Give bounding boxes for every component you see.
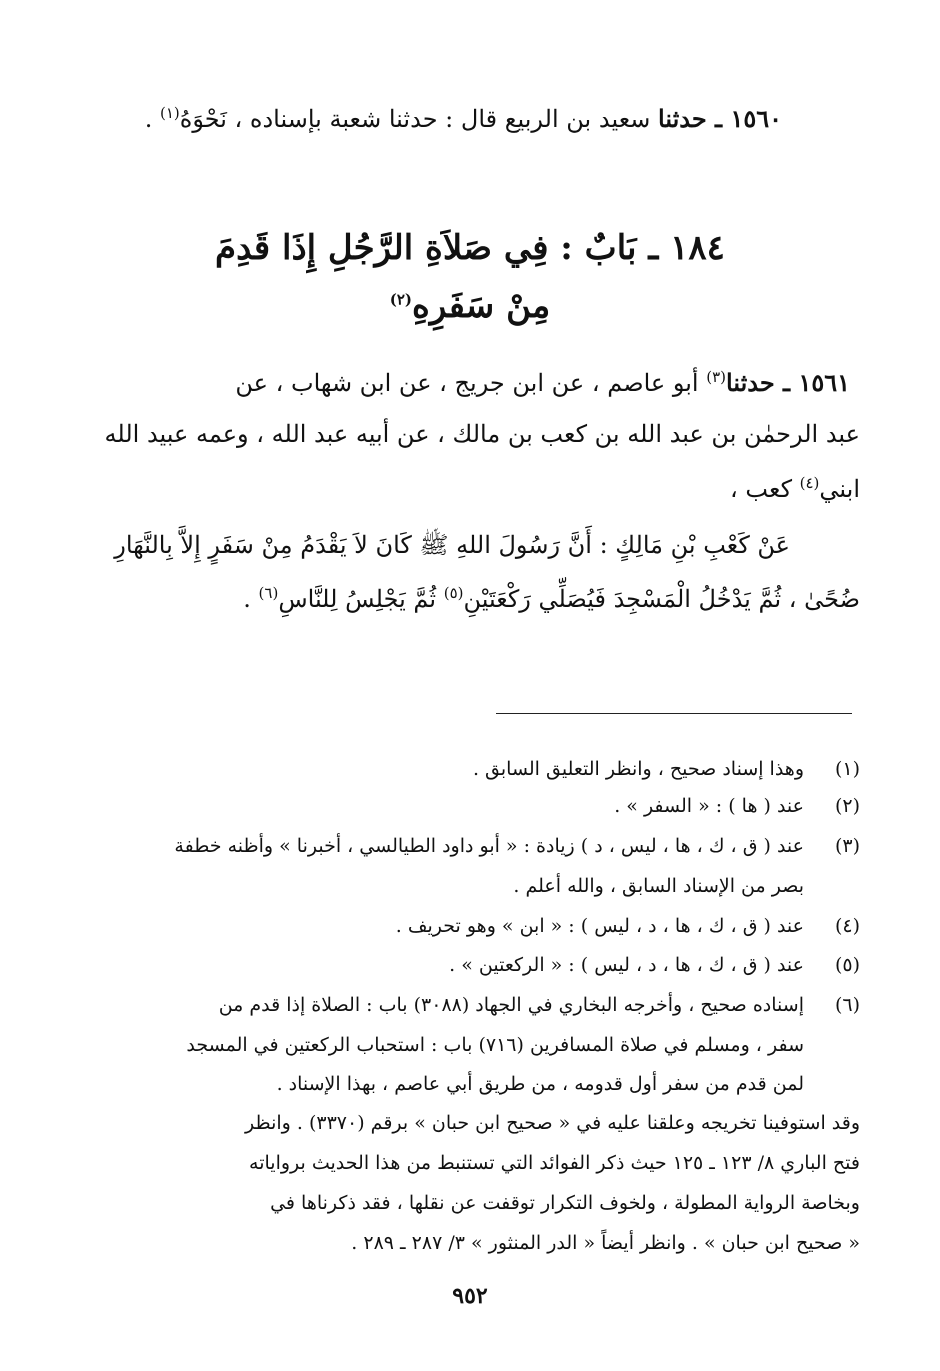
footnote-4 <box>80 909 860 943</box>
chapter-title-line2 <box>80 286 860 326</box>
matn-text: ثُمَّ يَجْلِسُ لِلنَّاسِ <box>278 585 444 613</box>
footnote-2 <box>80 789 860 823</box>
page-number: ٩٥٢ <box>452 1283 488 1309</box>
hadith-text: سعيد بن الربيع قال : حدثنا شعبة بإسناده ، نَحْوَهُ <box>179 105 659 133</box>
hadith-end: . <box>144 105 160 133</box>
hadith-text: ابني <box>819 475 860 503</box>
footnote-ref: (٦) <box>258 584 279 602</box>
footnote-separator <box>496 713 852 714</box>
footnote-number: (٢) <box>834 795 860 817</box>
matn-line1: عَنْ كَعْبِ بْنِ مَالِكٍ : أَنَّ رَسُولَ اللهِ ﷺ كَانَ لاَ يَقْدَمُ مِنْ سَفَرٍ إِلاَّ بِالنَّهَارِ <box>114 531 790 559</box>
footnote-6-line7: « صحيح ابن حبان » . وانظر أيضاً « الدر المنثور » ٣/ ٢٨٧ ـ ٢٨٩ . <box>351 1232 860 1254</box>
footnote-ref: (٤) <box>799 474 820 492</box>
footnote-number: (١) <box>834 758 860 780</box>
footnote-number: (٣) <box>834 835 860 857</box>
footnote-text: عند ( ق ، ك ، ها ، د ، ليس ) : « الركعتين » . <box>449 954 804 976</box>
footnote-5 <box>80 948 860 982</box>
hadith-1561-line2: عبد الرحمٰن بن عبد الله بن كعب بن مالك ، عن أبيه عبد الله ، وعمه عبيد الله <box>104 420 860 448</box>
footnote-6-line6: وبخاصة الرواية المطولة ، ولخوف التكرار توقفت عن نقلها ، فقد ذكرناها في <box>270 1192 860 1214</box>
footnote-text: عند ( ق ، ك ، ها ، د ، ليس ) : « ابن » وهو تحريف . <box>395 915 804 937</box>
footnote-6-line2: سفر ، ومسلم في صلاة المسافرين (٧١٦) باب : استحباب الركعتين في المسجد <box>186 1034 804 1056</box>
chapter-title-text: مِنْ سَفَرِهِ <box>412 286 551 326</box>
footnote-6-line4: وقد استوفينا تخريجه وعلقنا عليه في « صحيح ابن حبان » برقم (٣٣٧٠) . وانظر <box>245 1112 860 1134</box>
footnote-3-line2: بصر من الإسناد السابق ، والله أعلم . <box>513 875 804 897</box>
footnote-number: (٤) <box>834 915 860 937</box>
hadith-1561-line3 <box>80 470 860 508</box>
footnote-number: (٥) <box>834 954 860 976</box>
footnote-ref: (٢) <box>389 290 413 309</box>
footnote-text: عند ( ق ، ك ، ها ، ليس ، د ) زيادة : « أبو داود الطيالسي ، أخبرنا » وأظنه خطفة <box>174 835 804 857</box>
hadith-text: كعب ، <box>730 475 800 503</box>
hadith-number: ١٥٦١ ـ حدثنا <box>726 368 850 397</box>
footnote-3 <box>80 829 860 863</box>
footnote-6-line3: لمن قدم من سفر أول قدومه ، من طريق أبي عاصم ، بهذا الإسناد . <box>276 1073 804 1095</box>
footnote-text: إسناده صحيح ، وأخرجه البخاري في الجهاد (٣٠٨٨) باب : الصلاة إذا قدم من <box>218 994 804 1016</box>
hadith-text: أبو عاصم ، عن ابن جريج ، عن ابن شهاب ، عن <box>235 369 707 397</box>
matn-end: . <box>243 585 259 613</box>
hadith-1560 <box>80 100 782 138</box>
footnote-6 <box>80 988 860 1022</box>
footnote-1 <box>80 752 860 786</box>
footnote-text: وهذا إسناد صحيح ، وانظر التعليق السابق . <box>472 758 804 780</box>
footnote-text: عند ( ها ) : « السفر » . <box>614 795 804 817</box>
matn-text: ضُحًىٰ ، ثُمَّ يَدْخُلُ الْمَسْجِدَ فَيُصَلِّي رَكْعَتَيْنِ <box>463 585 860 613</box>
footnote-ref: (٥) <box>443 584 464 602</box>
footnote-ref: (١) <box>159 104 180 122</box>
hadith-1561-line1 <box>80 364 850 402</box>
footnote-ref: (٣) <box>706 368 727 386</box>
footnote-number: (٦) <box>834 994 860 1016</box>
hadith-number: ١٥٦٠ ـ حدثنا <box>658 104 782 133</box>
matn-line2 <box>80 580 860 618</box>
footnote-6-line5: فتح الباري ٨/ ١٢٣ ـ ١٢٥ حيث ذكر الفوائد التي تستنبط من هذا الحديث برواياته <box>249 1152 860 1174</box>
chapter-title-line1: ١٨٤ ـ بَابٌ : فِي صَلاَةِ الرَّجُلِ إِذَا قَدِمَ <box>215 228 725 268</box>
